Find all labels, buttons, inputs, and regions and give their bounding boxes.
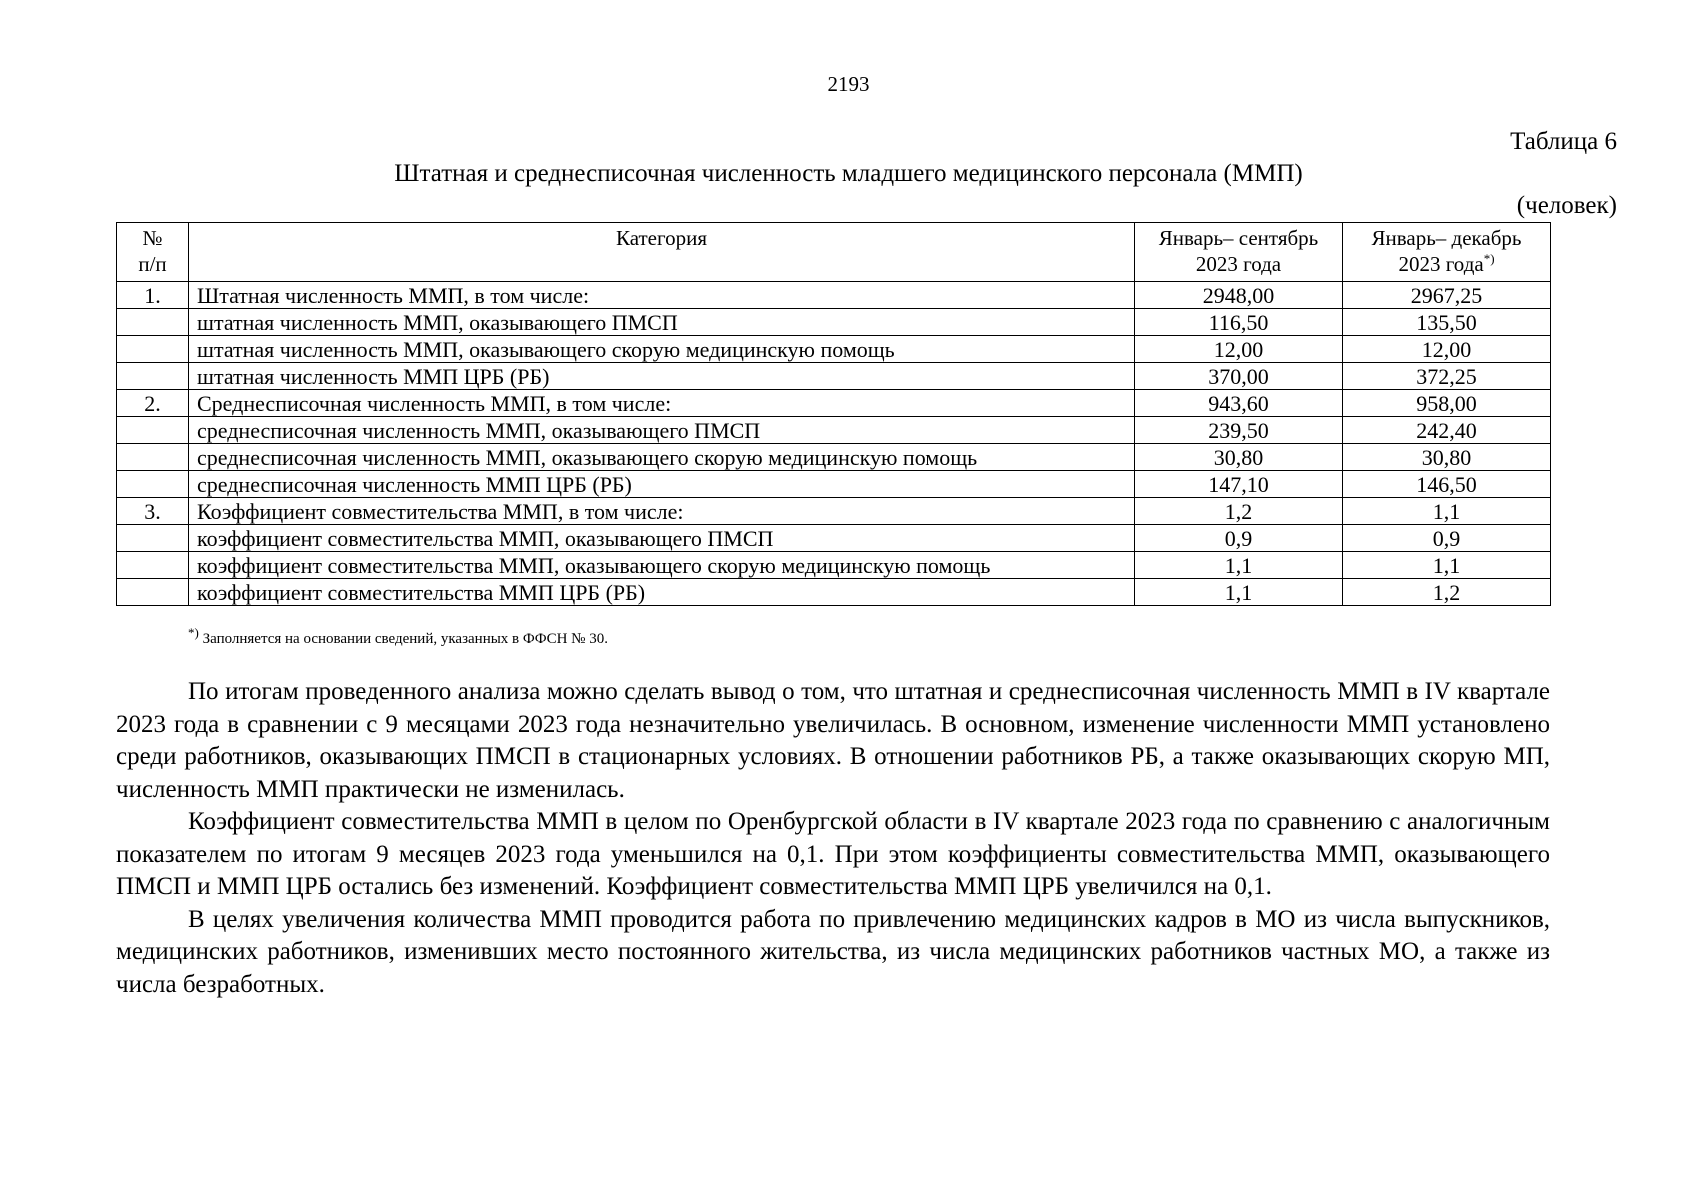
table-row <box>117 444 1551 471</box>
row-category: Штатная численность ММП, в том числе: <box>189 282 1135 309</box>
table-row <box>117 336 1551 363</box>
header-jan-sep-line1: Январь– сентябрь <box>1158 226 1319 250</box>
row-number <box>117 579 189 606</box>
row-number <box>117 417 189 444</box>
row-value-jan-dec: 135,50 <box>1343 309 1551 336</box>
row-value-jan-dec: 1,1 <box>1343 498 1551 525</box>
table-row <box>117 498 1551 525</box>
header-number-line1: № <box>142 226 163 250</box>
row-value-jan-sep: 2948,00 <box>1135 282 1343 309</box>
table-row <box>117 525 1551 552</box>
paragraph-recruitment: В целях увеличения количества ММП проводится работа по привлечению медицинских кадров в МО из числа выпускников, медицинских работников, изменивших место постоянного жительства, из числа медицинских работников частных МО, а также из числа безработных. <box>116 905 1550 998</box>
row-number: 1. <box>117 282 189 309</box>
row-category: среднесписочная численность ММП, оказывающего скорую медицинскую помощь <box>189 444 1135 471</box>
row-number <box>117 444 189 471</box>
table-row <box>117 282 1551 309</box>
table-row <box>117 579 1551 606</box>
row-value-jan-sep: 147,10 <box>1135 471 1343 498</box>
row-value-jan-dec: 958,00 <box>1343 390 1551 417</box>
row-category: коэффициент совместительства ММП, оказывающего ПМСП <box>189 525 1135 552</box>
units-label: (человек) <box>1516 192 1617 219</box>
body-text <box>116 676 1550 1001</box>
table-header-row <box>117 223 1551 282</box>
row-number <box>117 309 189 336</box>
paragraph-analysis: По итогам проведенного анализа можно сделать вывод о том, что штатная и среднесписочная численность ММП в IV квартале 2023 года в сравнении с 9 месяцами 2023 года незначительно увеличилась. В основном, изменение численности ММП установлено среди работников, оказывающих ПМСП в стационарных условиях. В отношении работников РБ, а также оказывающих скорую МП, численность ММП практически не изменилась. <box>116 678 1550 803</box>
row-value-jan-dec: 2967,25 <box>1343 282 1551 309</box>
footnote-text: Заполняется на основании сведений, указанных в ФФСН № 30. <box>198 631 608 647</box>
row-category: штатная численность ММП, оказывающего ПМСП <box>189 309 1135 336</box>
row-category: Коэффициент совместительства ММП, в том числе: <box>189 498 1135 525</box>
table-label: Таблица 6 <box>1510 128 1617 155</box>
staffing-table <box>116 222 1551 606</box>
row-number <box>117 336 189 363</box>
row-number: 2. <box>117 390 189 417</box>
row-number: 3. <box>117 498 189 525</box>
row-value-jan-dec: 1,1 <box>1343 552 1551 579</box>
row-value-jan-dec: 30,80 <box>1343 444 1551 471</box>
row-value-jan-sep: 116,50 <box>1135 309 1343 336</box>
table-row <box>117 390 1551 417</box>
header-jan-dec-line2: 2023 года <box>1398 252 1484 276</box>
row-number <box>117 552 189 579</box>
row-value-jan-dec: 372,25 <box>1343 363 1551 390</box>
row-number <box>117 363 189 390</box>
table-row <box>117 309 1551 336</box>
row-value-jan-sep: 1,1 <box>1135 579 1343 606</box>
row-category: Среднесписочная численность ММП, в том числе: <box>189 390 1135 417</box>
row-value-jan-dec: 242,40 <box>1343 417 1551 444</box>
table-body <box>117 282 1551 606</box>
footnote-mark: *) <box>1483 251 1495 266</box>
row-value-jan-sep: 370,00 <box>1135 363 1343 390</box>
header-jan-dec <box>1343 223 1551 282</box>
header-jan-sep-line2: 2023 года <box>1195 252 1282 276</box>
row-category: среднесписочная численность ММП ЦРБ (РБ) <box>189 471 1135 498</box>
row-value-jan-sep: 30,80 <box>1135 444 1343 471</box>
row-category: коэффициент совместительства ММП ЦРБ (РБ) <box>189 579 1135 606</box>
row-value-jan-sep: 0,9 <box>1135 525 1343 552</box>
row-value-jan-sep: 239,50 <box>1135 417 1343 444</box>
row-value-jan-sep: 1,1 <box>1135 552 1343 579</box>
row-category: штатная численность ММП, оказывающего скорую медицинскую помощь <box>189 336 1135 363</box>
row-value-jan-sep: 1,2 <box>1135 498 1343 525</box>
table-row <box>117 552 1551 579</box>
header-jan-dec-line1: Январь– декабрь <box>1371 226 1522 250</box>
row-value-jan-dec: 146,50 <box>1343 471 1551 498</box>
row-category: среднесписочная численность ММП, оказывающего ПМСП <box>189 417 1135 444</box>
row-value-jan-dec: 0,9 <box>1343 525 1551 552</box>
paragraph-coefficient: Коэффициент совместительства ММП в целом по Оренбургской области в IV квартале 2023 года по сравнению с аналогичным показателем по итогам 9 месяцев 2023 года уменьшился на 0,1. При этом коэффициенты совместительства ММП, оказывающего ПМСП и ММП ЦРБ остались без изменений. Коэффициент совместительства ММП ЦРБ увеличился на 0,1. <box>116 808 1550 900</box>
row-number <box>117 471 189 498</box>
row-value-jan-sep: 12,00 <box>1135 336 1343 363</box>
table-row <box>117 363 1551 390</box>
footnote-mark: *) <box>188 625 199 640</box>
page-number: 2193 <box>827 72 870 96</box>
row-value-jan-dec: 1,2 <box>1343 579 1551 606</box>
header-category: Категория <box>189 223 1135 282</box>
row-category: штатная численность ММП ЦРБ (РБ) <box>189 363 1135 390</box>
row-value-jan-dec: 12,00 <box>1343 336 1551 363</box>
row-number <box>117 525 189 552</box>
header-number <box>117 223 189 282</box>
table-row <box>117 471 1551 498</box>
header-jan-sep <box>1135 223 1343 282</box>
row-value-jan-sep: 943,60 <box>1135 390 1343 417</box>
table-row <box>117 417 1551 444</box>
row-category: коэффициент совместительства ММП, оказывающего скорую медицинскую помощь <box>189 552 1135 579</box>
table-title: Штатная и среднесписочная численность младшего медицинского персонала (ММП) <box>394 160 1303 187</box>
header-number-line2: п/п <box>138 252 167 276</box>
table-footnote <box>188 625 608 648</box>
